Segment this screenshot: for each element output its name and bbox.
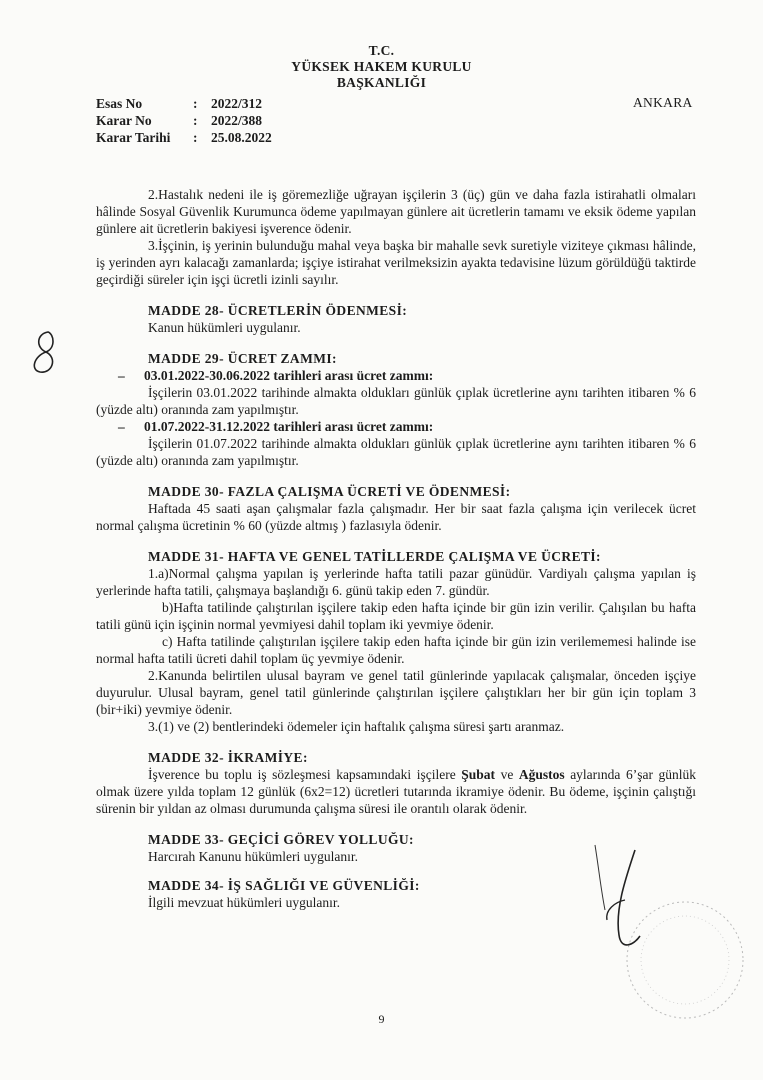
signature-stamp-icon [585,840,745,1030]
madde-31-1b: b)Hafta tatilinde çalıştırılan işçilere takip eden hafta içinde bir gün izin verilir. Çalışılan bu hafta tatili günü için işçinin normal yevmiyesi dahil toplam iki yevmiye ödenir. [96,600,696,632]
madde-29-sub1-title: 03.01.2022-30.06.2022 tarihleri arası ücret zammı: [144,368,434,383]
madde-32-title: MADDE 32- İKRAMİYE: [148,750,308,765]
madde-31-2: 2.Kanunda belirtilen ulusal bayram ve genel tatil günlerinde yapılacak çalışmalar, önceden işçiye duyurulur. Ulusal bayram, genel tatil günlerinde çalıştırılan işçilere çalıştıkları her bir gün için toplam 3 (bir+iki) yevmiye ödenir. [96,668,696,717]
madde-32-post: aylarında 6’şar günlük olmak üzere yılda toplam 12 günlük (6x2=12) ücretleri tutarında ikramiye ödenir. Bu ödeme, işçinin çalıştığı sürenin bir yıldan az olması durumunda çalışma süresi ile orantılı olarak ödenir. [96,767,696,816]
madde-29-sub2-text: İşçilerin 01.07.2022 tarihinde almakta oldukları günlük çıplak ücretlerine aynı tarihten itibaren % 6 (yüzde altı) oranında zam yapılmıştır. [96,436,696,468]
madde-33-text: Harcırah Kanunu hükümleri uygulanır. [148,849,358,864]
madde-34-title: MADDE 34- İŞ SAĞLIĞI VE GÜVENLİĞİ: [148,878,420,893]
header-institution: YÜKSEK HAKEM KURULU [291,59,472,74]
madde-30-text: Haftada 45 saati aşan çalışmalar fazla çalışmadır. Her bir saat fazla çalışma için verilecek ücret normal çalışma ücretinin % 60 (yüzde altmış ) fazlasıyla ödenir. [96,501,696,533]
madde-28-title: MADDE 28- ÜCRETLERİN ÖDENMESİ: [148,303,408,318]
madde-32-mid: ve [495,767,519,782]
madde-29-title: MADDE 29- ÜCRET ZAMMI: [148,351,337,366]
madde-32-text [96,766,696,817]
case-meta [96,95,272,146]
tarih-label: Karar Tarihi [96,130,171,145]
madde-30-title: MADDE 30- FAZLA ÇALIŞMA ÜCRETİ VE ÖDENMESİ: [148,484,511,499]
document-body [96,186,696,911]
madde-32-agustos: Ağustos [518,767,565,782]
madde-31-title: MADDE 31- HAFTA VE GENEL TATİLLERDE ÇALIŞMA VE ÜCRETİ: [148,549,601,564]
madde-31-1c: c) Hafta tatilinde çalıştırılan işçilere takip eden hafta içinde bir gün izin verilememesi halinde ise normal hafta tatili ücreti dahil toplam üç yevmiye ödenir. [96,634,696,666]
madde-31-1a: 1.a)Normal çalışma yapılan iş yerlerinde hafta tatili pazar günüdür. Vardiyalı çalışma yapılan iş yerlerinde hafta tatili, çalışmaya başlandığı 6. günü takip eden 7. gündür. [96,566,696,598]
madde-32-subat: Şubat [461,767,496,782]
madde-29-sub1-title-row [96,367,696,384]
esas-label: Esas No [96,96,143,111]
madde-32-pre: İşverence bu toplu iş sözleşmesi kapsamındaki işçilere [148,767,462,782]
madde-33-title: MADDE 33- GEÇİCİ GÖREV YOLLUĞU: [148,832,414,847]
esas-sep: : [193,96,198,111]
header-presidency: BAŞKANLIĞI [336,75,427,90]
karar-sep: : [193,113,198,128]
madde-28-text: Kanun hükümleri uygulanır. [148,320,301,335]
madde-29-sub1-text: İşçilerin 03.01.2022 tarihinde almakta oldukları günlük çıplak ücretlerine aynı tarihten itibaren % 6 (yüzde altı) oranında zam yapılmıştır. [96,385,696,417]
tarih-sep: : [193,130,198,145]
esas-value: 2022/312 [211,96,263,111]
karar-value: 2022/388 [211,113,263,128]
madde-34-text: İlgili mevzuat hükümleri uygulanır. [148,895,340,910]
madde-29-sub2-title: 01.07.2022-31.12.2022 tarihleri arası ücret zammı: [144,419,434,434]
dash-2: – [118,419,125,434]
page-number: 9 [378,1012,385,1026]
madde-29-sub2-title-row [96,418,696,435]
header-tc: T.C. [368,43,395,58]
karar-label: Karar No [96,113,152,128]
dash-1: – [118,368,125,383]
handwritten-mark-icon [30,328,60,378]
city-label: ANKARA [633,95,693,110]
madde-31-3: 3.(1) ve (2) bentlerindeki ödemeler için haftalık çalışma süresi şartı aranmaz. [148,719,565,734]
paragraph-2: 2.Hastalık nedeni ile iş göremezliğe uğrayan işçilerin 3 (üç) gün ve daha fazla istirahatli olmaları hâlinde Sosyal Güvenlik Kurumunca ödeme yapılmayan günlere ait ücretlerin tamamı ve eksik ödeme yapılan günlere ait ücretlerin bakiyesi işverence ödenir. [96,187,696,236]
paragraph-3: 3.İşçinin, iş yerinin bulunduğu mahal veya başka bir mahalle sevk suretiyle viziteye çıkması hâlinde, iş yerinden ayrı kalacağı zamanlarda; işçiye istirahat verilmeksizin ayakta tedavisine lüzum görüldüğü taktirde geçirdiği süreler için işçi ücretli izinli sayılır. [96,238,696,287]
tarih-value: 25.08.2022 [211,130,272,145]
document-header [0,43,763,91]
